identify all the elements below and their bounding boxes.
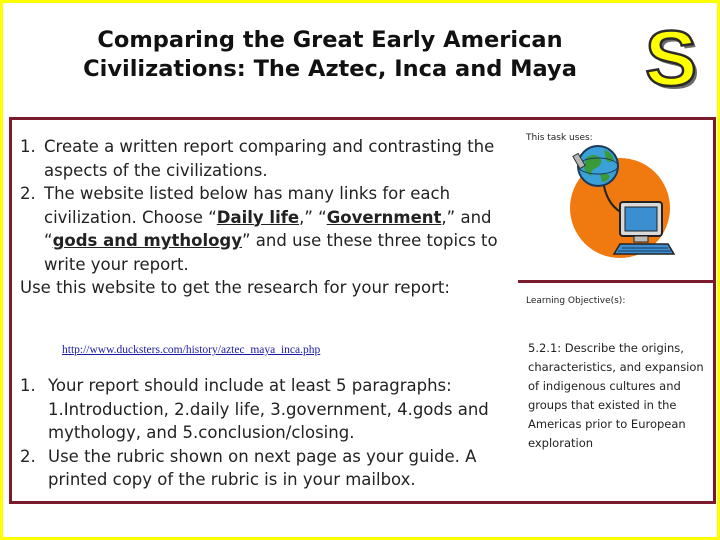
instruction-text bbox=[44, 182, 515, 276]
instruction-item bbox=[20, 135, 515, 182]
topic-daily-life: Daily life bbox=[216, 207, 300, 227]
instruction-text-part: ” and use these three topics to write your report. bbox=[44, 231, 498, 274]
instruction-item bbox=[20, 182, 515, 276]
instruction-number: 1. bbox=[20, 137, 36, 156]
subject-badge-letter: S bbox=[644, 13, 698, 102]
requirement-text: Your report should include at least 5 paragraphs: 1.Introduction, 2.daily life, 3.government, 4.gods and mythology, and 5.conclusion/closing. bbox=[48, 376, 489, 442]
requirement-item bbox=[20, 374, 515, 445]
requirements-list bbox=[20, 374, 515, 492]
learning-objective-text: 5.2.1: Describe the origins, characteristics, and expansion of indigenous cultures and groups that existed in the Americas prior to European exploration bbox=[528, 341, 704, 450]
instruction-text-part: The website listed below has many links for each civilization. Choose “ bbox=[44, 184, 451, 227]
instructions-panel bbox=[9, 117, 524, 504]
info-sidebar bbox=[518, 117, 716, 504]
research-note: Use this website to get the research for your report: bbox=[20, 278, 450, 297]
requirement-text: Use the rubric shown on next page as your guide. A printed copy of the rubric is in your mailbox. bbox=[48, 446, 477, 489]
computer-globe-icon bbox=[558, 136, 678, 266]
instruction-text-part: ,” and “ bbox=[44, 207, 492, 250]
instruction-number: 2. bbox=[20, 184, 36, 203]
instruction-text-part: ,” “ bbox=[299, 207, 327, 227]
title-line-2: Civilizations: The Aztec, Inca and Maya bbox=[83, 56, 577, 82]
instruction-text: Create a written report comparing and contrasting the aspects of the civilizations. bbox=[44, 137, 495, 180]
topic-government: Government bbox=[326, 207, 442, 227]
research-website-link[interactable]: http://www.ducksters.com/history/aztec_maya_inca.php bbox=[62, 344, 321, 356]
task-uses-label: This task uses: bbox=[526, 133, 593, 143]
title-line-1: Comparing the Great Early American bbox=[97, 27, 563, 53]
learning-objective-label: Learning Objective(s): bbox=[526, 296, 626, 306]
page-title bbox=[20, 26, 640, 84]
instructions-list bbox=[20, 135, 515, 300]
sidebar-divider bbox=[518, 280, 713, 283]
requirement-number: 1. bbox=[20, 376, 36, 395]
topic-gods-mythology: gods and mythology bbox=[52, 231, 242, 250]
requirement-number: 2. bbox=[20, 446, 36, 466]
requirement-item bbox=[20, 445, 515, 492]
